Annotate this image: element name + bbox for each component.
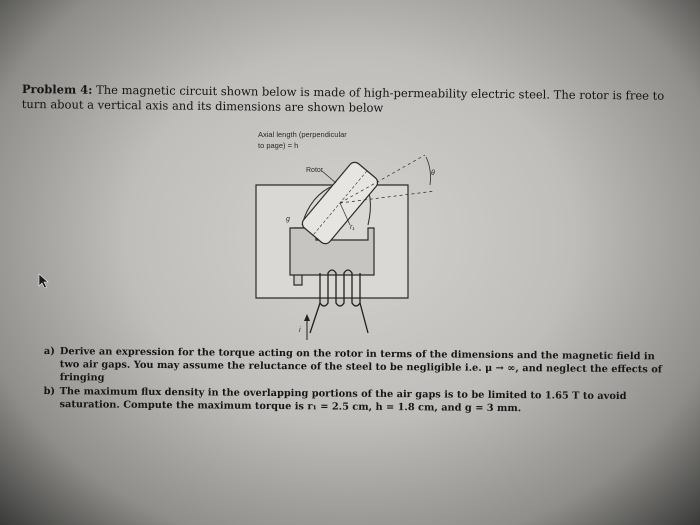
question-list <box>43 345 664 416</box>
problem-label: Problem 4: <box>21 82 93 97</box>
current-label: i <box>299 327 301 334</box>
radius-label: r₁ <box>350 224 355 231</box>
theta-arc <box>426 157 431 185</box>
question-a <box>44 345 664 390</box>
theta-label: θ <box>431 170 435 177</box>
question-b-label: b) <box>43 385 56 397</box>
axial-length-label-line1: Axial length (perpendicular <box>258 130 347 139</box>
gap-label: g <box>286 216 290 223</box>
question-b <box>43 385 663 417</box>
mouse-cursor-icon <box>38 273 50 289</box>
axial-length-label-line2: to page) = h <box>258 141 299 150</box>
question-b-text: The maximum flux density in the overlapping portions of the air gaps is to be limited to 1.65 T to avoid saturation. Compute the maximum torque is r₁ = 2.5 cm, h = 1.8 cm, and g = 3 mm. <box>59 385 627 414</box>
rotor-pointer <box>322 171 336 183</box>
question-a-label: a) <box>43 345 55 358</box>
question-a-text: Derive an expression for the torque acting on the rotor in terms of the dimensions and the magnetic field in two air gaps. You may assume the reluctance of the steel to be negligible i.e. μ → ∞, and neglect the effects of fringing <box>59 346 663 384</box>
magnetic-circuit-diagram <box>250 125 450 340</box>
problem-statement <box>22 82 682 119</box>
current-arrowhead <box>304 314 310 321</box>
rotor-label: Rotor <box>306 167 324 174</box>
problem-text: The magnetic circuit shown below is made of high-permeability electric steel. The rotor is free to turn about a vertical axis and its dimensions are shown below <box>21 82 665 115</box>
